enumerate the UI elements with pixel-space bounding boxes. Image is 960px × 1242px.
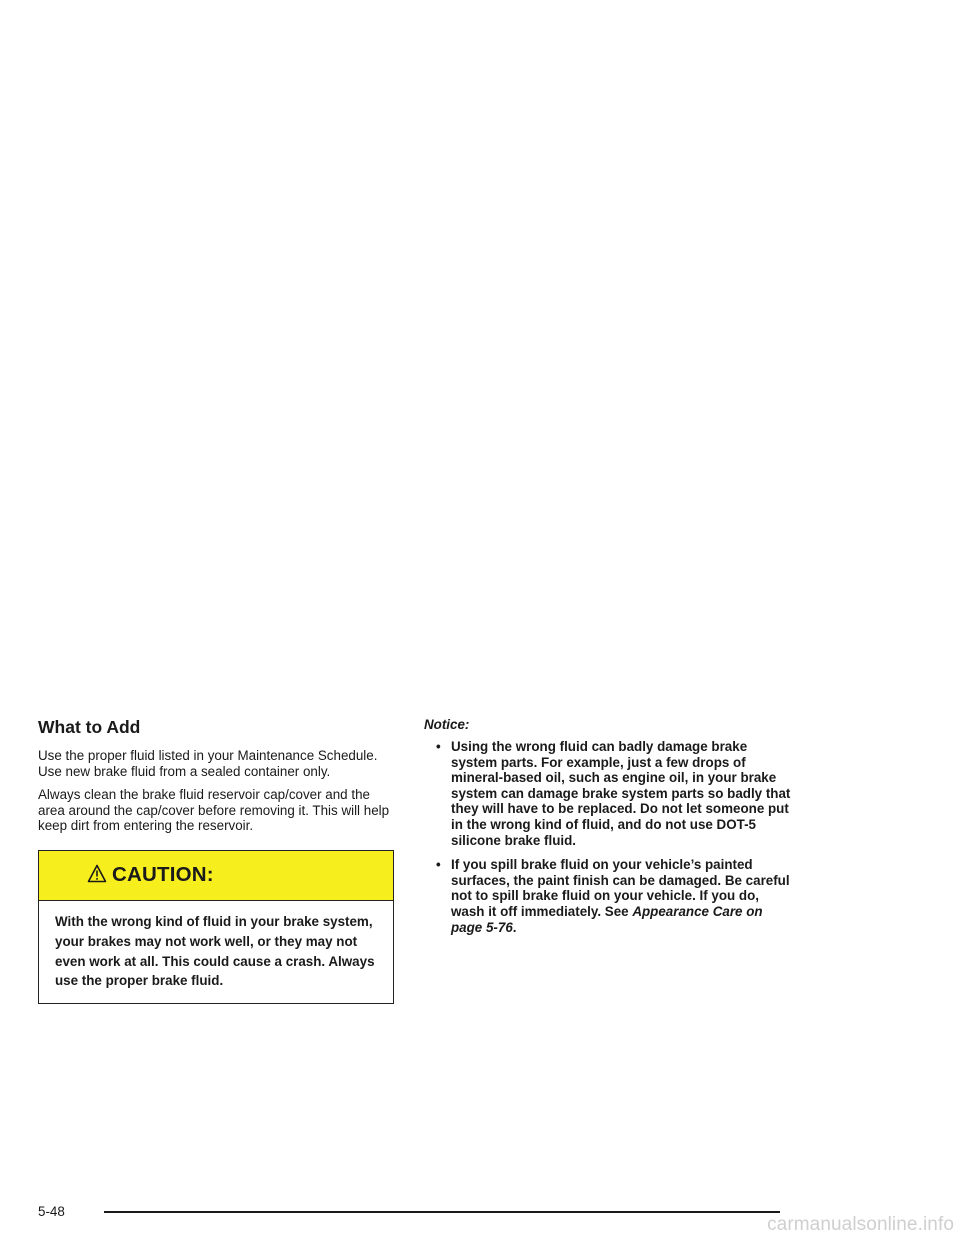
caution-header xyxy=(39,851,393,901)
notice-item-text: Using the wrong fluid can badly damage brake system parts. For example, just a few drops of mineral-based oil, such as engine oil, in your brake system can damage brake system parts so badly that they will have to be replaced. Do not let someone put in the wrong kind of fluid, and do not use DOT-5 silicone brake fluid. xyxy=(451,739,791,848)
cross-reference-link[interactable]: Appearance Care on page 5-76 xyxy=(451,903,763,935)
page-number: 5-48 xyxy=(38,1204,65,1219)
watermark: carmanualsonline.info xyxy=(767,1214,954,1235)
caution-box xyxy=(38,850,394,1004)
notice-label: Notice: xyxy=(424,717,470,732)
right-column xyxy=(424,716,794,944)
notice-item-end: . xyxy=(512,919,517,935)
caution-title: CAUTION: xyxy=(112,863,214,887)
caution-text: With the wrong kind of fluid in your brake system, your brakes may not work well, or they may not even work at all. This could cause a crash. Always use the proper brake fluid. xyxy=(55,913,375,989)
paragraph-clean-cap: Always clean the brake fluid reservoir cap/cover and the area around the cap/cover before removing it. This will help keep dirt from entering the reservoir. xyxy=(38,787,390,834)
warning-triangle-icon xyxy=(87,864,107,883)
bullet-icon: • xyxy=(436,857,441,873)
list-item xyxy=(424,739,794,848)
notice-item-text: If you spill brake fluid on your vehicle’s painted surfaces, the paint finish can be damaged. Be careful not to spill brake fluid on your vehicle. If you do, wash it off immediately. See xyxy=(451,857,790,919)
notice-list xyxy=(424,739,794,935)
section-title: What to Add xyxy=(38,717,141,737)
paragraph-proper-fluid: Use the proper fluid listed in your Maintenance Schedule. Use new brake fluid from a sealed container only. xyxy=(38,748,378,779)
list-item xyxy=(424,857,794,935)
footer-divider xyxy=(104,1211,780,1213)
bullet-icon: • xyxy=(436,739,441,754)
left-column xyxy=(38,716,394,1004)
